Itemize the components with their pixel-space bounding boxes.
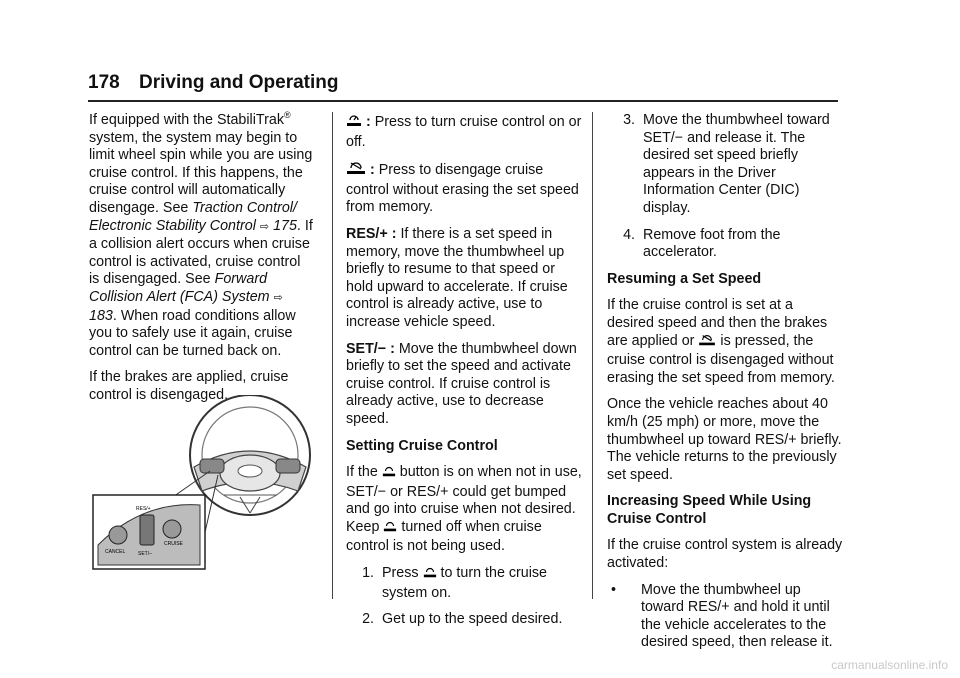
res-description: RES/+ : If there is a set speed in memory, move the thumbwheel up briefly to resume to that speed or hold upward to accelerate. If cruise control is already active, use to increase vehicle speed. xyxy=(346,225,568,330)
link-traction-control[interactable]: Traction Control/ Electronic Stability Control xyxy=(89,199,297,234)
page-header xyxy=(88,72,339,94)
setting-steps-continued xyxy=(607,112,843,262)
inset-cancel-label: CANCEL xyxy=(105,549,126,555)
steering-wheel-figure xyxy=(92,395,328,571)
link-forward-collision-alert[interactable]: Forward Collision Alert (FCA) System xyxy=(89,271,270,305)
column-divider xyxy=(592,112,593,599)
cancel-icon xyxy=(698,333,716,353)
page-number: 178 xyxy=(88,72,120,93)
setting-cruise-heading: Setting Cruise Control xyxy=(346,437,498,454)
resuming-heading: Resuming a Set Speed xyxy=(607,270,762,287)
registered-mark: ® xyxy=(283,110,291,121)
setting-steps-list xyxy=(346,565,584,629)
list-item: 2. Get up to the speed desired. xyxy=(362,611,563,628)
increasing-heading: Increasing Speed While Using Cruise Control xyxy=(607,493,812,527)
list-item: 1. Press to turn the cruise system on. xyxy=(362,565,548,601)
page-ref-icon: ⇨ xyxy=(259,220,270,233)
inset-set-label: SET/– xyxy=(138,551,152,557)
page-ref-183[interactable]: 183 xyxy=(89,307,113,324)
stabilitrak-paragraph: If equipped with the StabiliTrak® system, the system may begin to limit wheel spin while you are using cruise control. If this happens, the cruise control will automatically disengage. See Traction Control/ Electronic Stability Control ⇨ 175. If a collision alert occurs when cruise control is activated, cruise control is disengaged. See Forward Collision Alert (FCA) System ⇨ 183. When road conditions allow you to safely use it again, cruise control can be turned back on. xyxy=(89,110,313,359)
column-1 xyxy=(89,112,314,414)
inset-cruise-label: CRUISE xyxy=(164,541,183,547)
cruise-button-description: : Press to turn cruise control on or off. xyxy=(346,114,582,150)
section-title: Driving and Operating xyxy=(138,72,339,93)
column-3 xyxy=(607,112,843,661)
list-item: 4. Remove foot from the accelerator. xyxy=(623,226,781,261)
increasing-paragraph: If the cruise control system is already activated: xyxy=(607,537,843,572)
cruise-icon xyxy=(423,565,437,585)
column-2 xyxy=(346,112,584,638)
once-paragraph: Once the vehicle reaches about 40 km/h (25 mph) or more, move the thumbwheel up toward RES/+ briefly. The vehicle returns to the previously set speed. xyxy=(607,396,842,483)
cancel-button-description: : Press to disengage cruise control without erasing the set speed from memory. xyxy=(346,162,579,216)
set-description: SET/− : Move the thumbwheel down briefly to set the speed and activate cruise control. If cruise control is already active, use to decrease speed. xyxy=(346,340,577,427)
setting-cruise-paragraph: If the button is on when not in use, SET/− or RES/+ could get bumped and go into cruise when not desired. Keep turned off when cruise control is not being used. xyxy=(346,464,582,555)
cruise-icon xyxy=(382,464,396,484)
watermark: carmanualsonline.info xyxy=(831,658,948,672)
list-item: 3. Move the thumbwheel toward SET/− and release it. The desired set speed briefly appears in the Driver Information Center (DIC) display. xyxy=(623,112,830,216)
header-rule xyxy=(88,100,838,102)
list-item: • Move the thumbwheel up toward RES/+ and hold it until the vehicle accelerates to the desired speed, then release it. xyxy=(611,581,833,651)
brakes-paragraph: If the brakes are applied, cruise control is disengaged. xyxy=(89,369,289,403)
cruise-icon xyxy=(346,112,362,134)
cancel-icon xyxy=(346,160,366,182)
page-ref-icon: ⇨ xyxy=(273,291,283,304)
page-ref-175[interactable]: 175 xyxy=(273,217,297,234)
inset-res-label: RES/+ xyxy=(136,506,151,512)
column-divider xyxy=(332,112,333,599)
cruise-icon xyxy=(383,519,397,539)
resuming-paragraph: If the cruise control is set at a desired speed and then the brakes are applied or is pressed, the cruise control is disengaged without erasing the set speed from memory. xyxy=(607,297,835,386)
